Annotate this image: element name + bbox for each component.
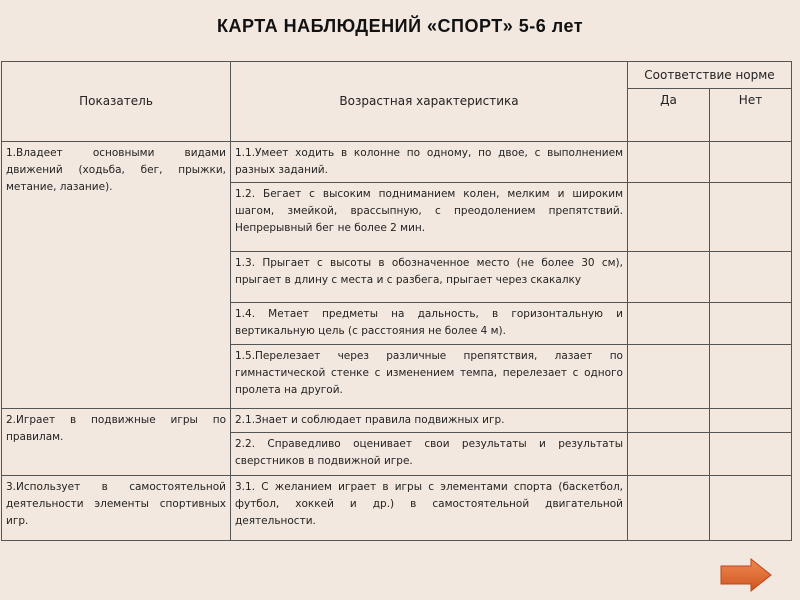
characteristic-cell: 2.2. Справедливо оценивает свои результаты и результаты сверстников в подвижной игре. bbox=[231, 433, 628, 476]
indicator-cell-1: 1.Владеет основными видами движений (ходьба, бег, прыжки, метание, лазание). bbox=[2, 142, 231, 409]
yes-cell[interactable] bbox=[628, 303, 710, 345]
next-arrow-icon[interactable] bbox=[720, 558, 772, 592]
no-cell[interactable] bbox=[710, 183, 792, 252]
indicator-cell-2: 2.Играет в подвижные игры по правилам. bbox=[2, 409, 231, 476]
table-row bbox=[2, 409, 792, 433]
no-cell[interactable] bbox=[710, 252, 792, 303]
no-cell[interactable] bbox=[710, 142, 792, 183]
yes-cell[interactable] bbox=[628, 252, 710, 303]
yes-cell[interactable] bbox=[628, 142, 710, 183]
header-age-characteristic: Возрастная характеристика bbox=[231, 62, 628, 142]
characteristic-cell: 1.3. Прыгает с высоты в обозначенное место (не более 30 см), прыгает в длину с места и с разбега, прыгает через скакалку bbox=[231, 252, 628, 303]
characteristic-cell: 2.1.Знает и соблюдает правила подвижных игр. bbox=[231, 409, 628, 433]
no-cell[interactable] bbox=[710, 433, 792, 476]
no-cell[interactable] bbox=[710, 409, 792, 433]
header-no: Нет bbox=[710, 89, 792, 142]
page-title: КАРТА НАБЛЮДЕНИЙ «СПОРТ» 5-6 лет bbox=[216, 16, 584, 36]
header-yes: Да bbox=[628, 89, 710, 142]
characteristic-cell: 3.1. С желанием играет в игры с элементами спорта (баскетбол, футбол, хоккей и др.) в самостоятельной двигательной деятельности. bbox=[231, 476, 628, 541]
no-cell[interactable] bbox=[710, 303, 792, 345]
header-compliance: Соответствие норме bbox=[628, 62, 792, 89]
characteristic-cell: 1.2. Бегает с высоким подниманием колен, мелким и широким шагом, змейкой, врассыпную, с преодолением препятствий. Непрерывный бег не более 2 мин. bbox=[231, 183, 628, 252]
table-row bbox=[2, 142, 792, 183]
yes-cell[interactable] bbox=[628, 433, 710, 476]
yes-cell[interactable] bbox=[628, 476, 710, 541]
observation-table bbox=[1, 61, 792, 541]
yes-cell[interactable] bbox=[628, 183, 710, 252]
no-cell[interactable] bbox=[710, 345, 792, 409]
yes-cell[interactable] bbox=[628, 345, 710, 409]
no-cell[interactable] bbox=[710, 476, 792, 541]
table-row bbox=[2, 476, 792, 541]
yes-cell[interactable] bbox=[628, 409, 710, 433]
indicator-cell-3: 3.Использует в самостоятельной деятельности элементы спортивных игр. bbox=[2, 476, 231, 541]
characteristic-cell: 1.1.Умеет ходить в колонне по одному, по двое, с выполнением разных заданий. bbox=[231, 142, 628, 183]
characteristic-cell: 1.5.Перелезает через различные препятствия, лазает по гимнастической стенке с изменением темпа, перелезает с одного пролета на другой. bbox=[231, 345, 628, 409]
header-indicator: Показатель bbox=[2, 62, 231, 142]
characteristic-cell: 1.4. Метает предметы на дальность, в горизонтальную и вертикальную цель (с расстояния не более 4 м). bbox=[231, 303, 628, 345]
